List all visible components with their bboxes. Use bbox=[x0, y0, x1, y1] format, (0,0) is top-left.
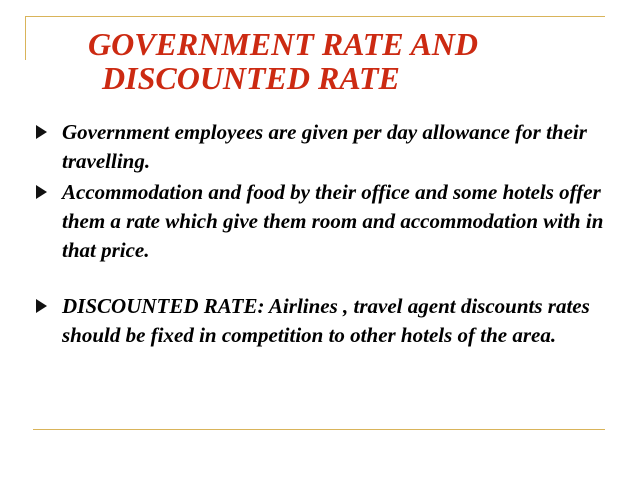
title-line-2: DISCOUNTED RATE bbox=[102, 60, 400, 96]
title-line-1: GOVERNMENT RATE AND bbox=[88, 26, 478, 62]
bullet-arrow-icon bbox=[36, 185, 47, 199]
bullet-text: DISCOUNTED RATE: Airlines , travel agent discounts rates should be fixed in competition to other hotels of the area. bbox=[62, 294, 590, 347]
top-divider bbox=[25, 16, 605, 17]
bullet-arrow-icon bbox=[36, 299, 47, 313]
left-divider bbox=[25, 16, 26, 60]
bullet-arrow-icon bbox=[36, 125, 47, 139]
bullet-item bbox=[36, 118, 606, 176]
bullet-item bbox=[36, 292, 606, 350]
bullet-text: Accommodation and food by their office and some hotels offer them a rate which give them room and accommodation with in that price. bbox=[62, 180, 604, 262]
bullet-list bbox=[36, 118, 606, 350]
bottom-divider bbox=[33, 429, 605, 430]
bullet-text: Government employees are given per day allowance for their travelling. bbox=[62, 120, 587, 173]
bullet-item bbox=[36, 178, 606, 265]
slide-title bbox=[88, 27, 478, 95]
